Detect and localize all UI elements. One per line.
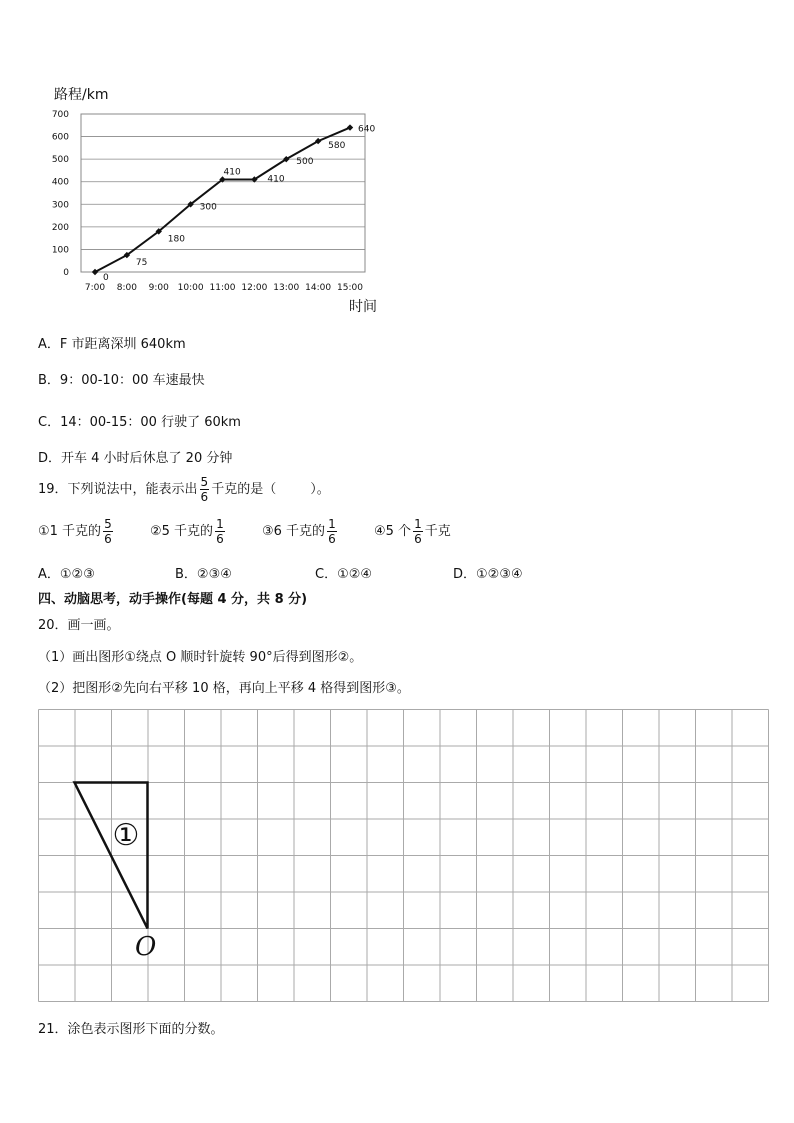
x-tick-labels xyxy=(85,283,363,293)
q19-stem-suffix: 千克的是（ xyxy=(211,482,277,497)
data-label: 580 xyxy=(328,141,346,152)
q20-title: 20．画一画。 xyxy=(38,618,120,633)
x-tick-label: 12:00 xyxy=(241,283,268,293)
q19-option-b[interactable]: B．②③④ xyxy=(175,567,232,582)
q20-sub1: （1）画出图形①绕点 O 顺时针旋转 90°后得到图形②。 xyxy=(38,650,363,665)
statement-fraction xyxy=(413,517,423,546)
data-labels xyxy=(103,125,375,283)
drawing-grid[interactable] xyxy=(30,702,776,1008)
statement-fraction xyxy=(103,517,113,546)
y-tick-label: 600 xyxy=(51,132,69,143)
y-tick-label: 700 xyxy=(51,110,69,120)
y-tick-labels xyxy=(52,110,69,278)
x-tick-label: 7:00 xyxy=(84,283,106,293)
fraction-numerator: 5 xyxy=(104,517,112,531)
fraction-denominator: 6 xyxy=(414,532,422,546)
data-label: 0 xyxy=(103,273,109,283)
x-axis-label: 时间 xyxy=(349,299,377,315)
fraction-numerator: 5 xyxy=(200,475,209,489)
x-tick-label: 15:00 xyxy=(337,283,363,293)
section-4-title: 四、动脑思考，动手操作(每题 4 分，共 8 分) xyxy=(38,592,308,607)
statement-unit: 千克 xyxy=(424,524,451,539)
fraction-denominator: 6 xyxy=(216,532,224,546)
data-label: 640 xyxy=(358,124,376,135)
q18-option-c[interactable]: C．14：00-15：00 行驶了 60km xyxy=(38,415,241,430)
y-axis-label: 路程/km xyxy=(54,87,109,103)
q19-statement-4 xyxy=(374,516,451,548)
statement-text: ①1 千克的 xyxy=(38,524,102,539)
shape-1-label: ① xyxy=(112,818,140,853)
q18-option-b[interactable]: B．9：00-10：00 车速最快 xyxy=(38,373,205,388)
fraction-numerator: 1 xyxy=(328,517,336,531)
statement-fraction xyxy=(327,517,337,546)
data-label: 180 xyxy=(167,234,185,245)
x-tick-label: 9:00 xyxy=(148,283,169,293)
data-label: 410 xyxy=(223,167,241,178)
q19-stem xyxy=(38,475,330,505)
q18-option-d[interactable]: D．开车 4 小时后休息了 20 分钟 xyxy=(38,451,233,466)
q19-statements xyxy=(38,516,638,552)
data-label: 300 xyxy=(199,202,217,213)
data-label: 410 xyxy=(267,174,285,185)
fraction-numerator: 1 xyxy=(414,517,422,531)
q20-sub2: （2）把图形②先向右平移 10 格，再向上平移 4 格得到图形③。 xyxy=(38,681,410,696)
x-tick-label: 14:00 xyxy=(305,283,332,293)
q19-stem-prefix: 19．下列说法中，能表示出 xyxy=(38,482,198,497)
distance-time-line-chart xyxy=(40,78,420,323)
q19-option-a[interactable]: A．①②③ xyxy=(38,567,95,582)
fraction-numerator: 1 xyxy=(216,517,224,531)
fraction-denominator: 6 xyxy=(104,532,112,546)
q19-option-c[interactable]: C．①②④ xyxy=(315,567,373,582)
x-tick-label: 10:00 xyxy=(177,283,204,293)
x-tick-label: 8:00 xyxy=(116,283,137,293)
point-o-label: O xyxy=(135,932,157,962)
y-tick-label: 0 xyxy=(63,268,69,278)
q19-statement-1 xyxy=(38,516,115,548)
q21-title: 21．涂色表示图形下面的分数。 xyxy=(38,1022,224,1037)
data-label: 75 xyxy=(135,258,148,269)
x-tick-label: 13:00 xyxy=(273,283,300,293)
y-tick-label: 200 xyxy=(51,222,69,233)
y-tick-label: 100 xyxy=(51,245,69,256)
q19-stem-end: ）。 xyxy=(310,482,330,497)
statement-fraction xyxy=(215,517,225,546)
data-label: 500 xyxy=(296,157,314,168)
y-tick-label: 400 xyxy=(51,177,69,188)
q18-option-a[interactable]: A．F 市距离深圳 640km xyxy=(38,337,186,352)
q19-stem-fraction xyxy=(200,475,210,504)
fraction-denominator: 6 xyxy=(328,532,336,546)
y-tick-label: 300 xyxy=(51,200,69,211)
plot-area-border xyxy=(81,114,365,272)
chart-grid xyxy=(81,114,365,272)
q19-option-d[interactable]: D．①②③④ xyxy=(453,567,523,582)
statement-text: ③6 千克的 xyxy=(262,524,326,539)
data-point-marker xyxy=(347,124,353,130)
q19-statement-3 xyxy=(262,516,339,548)
q19-statement-2 xyxy=(150,516,227,548)
statement-text: ④5 个 xyxy=(374,524,412,539)
statement-text: ②5 千克的 xyxy=(150,524,214,539)
distance-series-line xyxy=(95,128,350,272)
fraction-denominator: 6 xyxy=(200,490,209,504)
y-tick-label: 500 xyxy=(51,155,69,166)
x-tick-label: 11:00 xyxy=(209,283,236,293)
